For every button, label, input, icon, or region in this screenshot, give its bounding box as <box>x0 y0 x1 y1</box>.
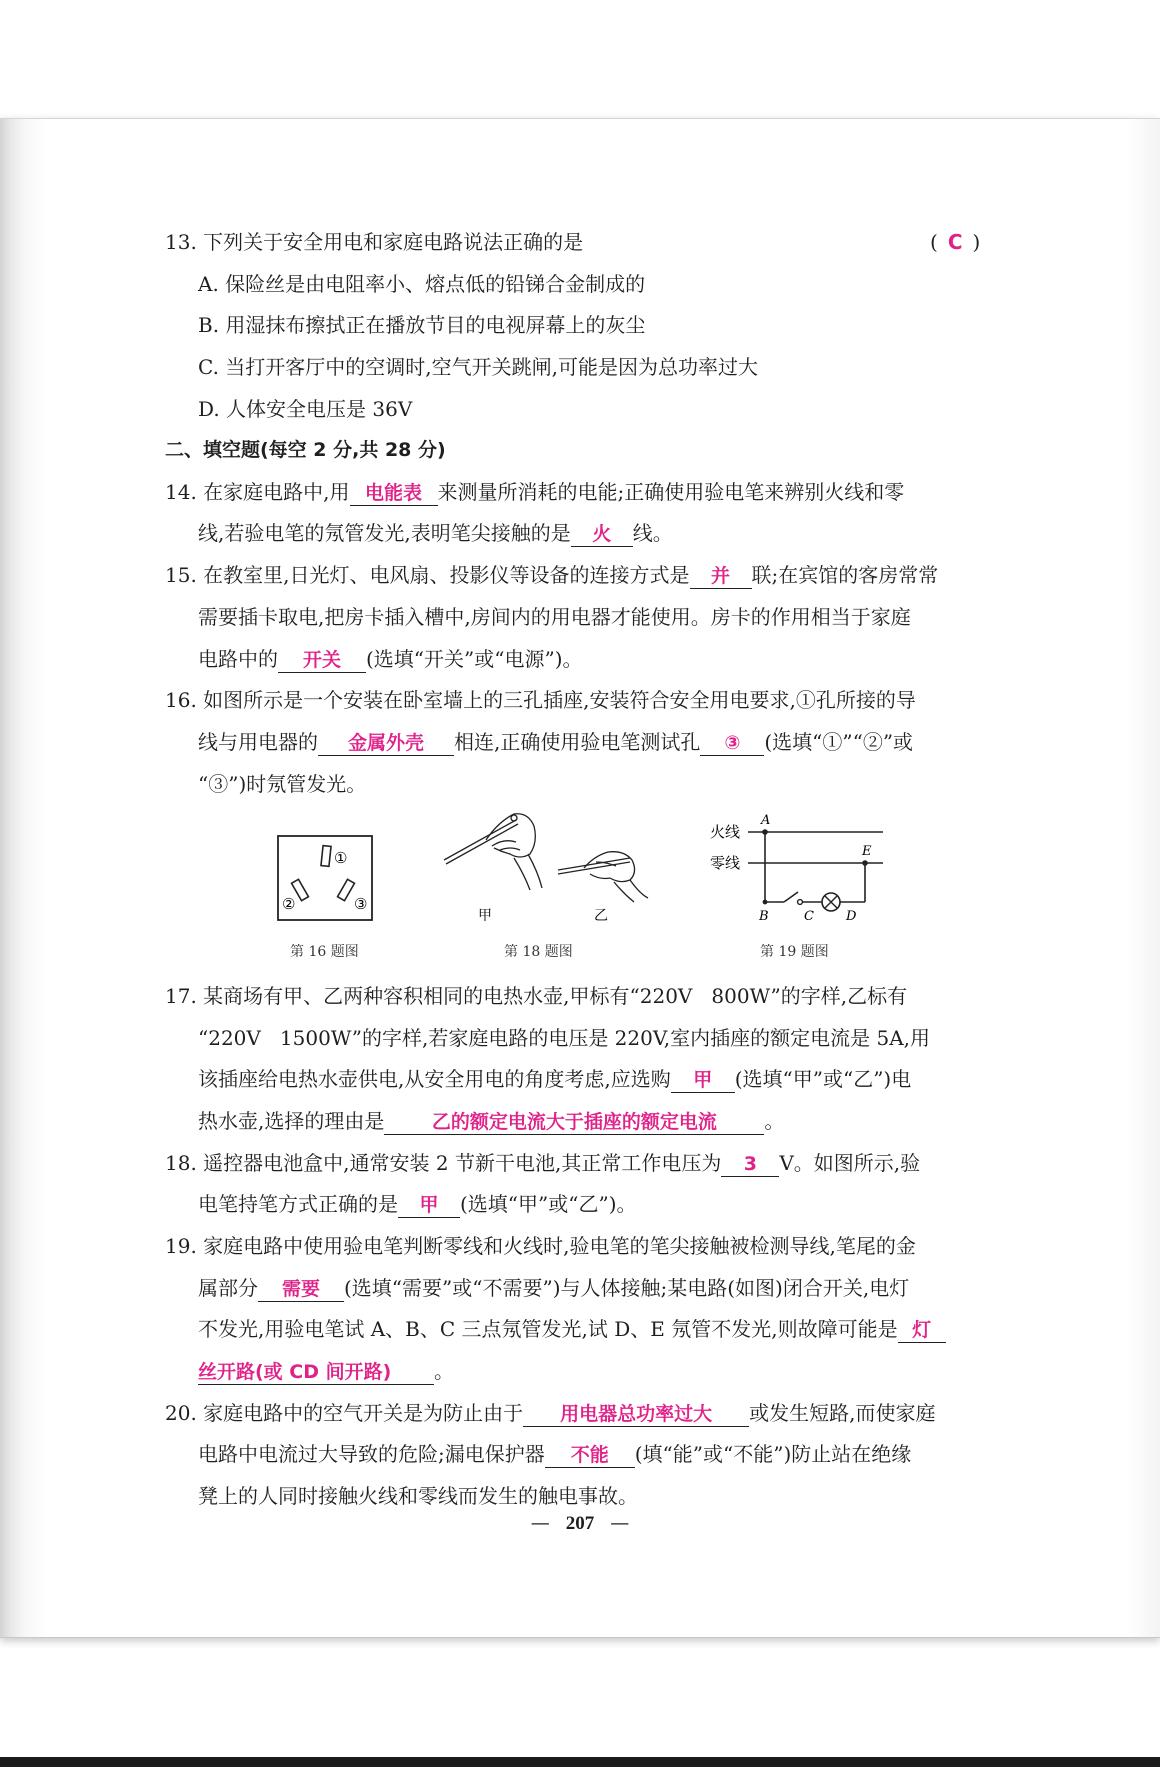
figure-18-label-left: 甲 <box>478 908 492 924</box>
q19-blank-1: 需要 <box>258 1277 344 1302</box>
q13-option-b: B. 用湿抹布擦拭正在播放节目的电视屏幕上的灰尘 <box>198 313 646 337</box>
q15-blank-2: 开关 <box>278 648 366 673</box>
q19-blank-2-part1: 灯 <box>898 1318 946 1343</box>
q18-text-2: V。如图所示,验 <box>779 1151 921 1175</box>
q16-text-3: (选填“①”“②”或 <box>764 730 914 754</box>
q15-text-4: (选填“开关”或“电源”)。 <box>366 647 583 671</box>
q19-line1: 19. 家庭电路中使用验电笔判断零线和火线时,验电笔的笔尖接触被检测导线,笔尾的金 <box>165 1234 916 1258</box>
q20-line3: 凳上的人同时接触火线和零线而发生的触电事故。 <box>198 1484 638 1508</box>
q13-answer: C <box>947 230 963 254</box>
q15-line2: 需要插卡取电,把房卡插入槽中,房间内的用电器才能使用。房卡的作用相当于家庭 <box>198 605 911 629</box>
q19-text-4: 。 <box>434 1359 454 1383</box>
q19-text-2: (选填“需要”或“不需要”)与人体接触;某电路(如图)闭合开关,电灯 <box>344 1276 910 1300</box>
q17-text-2: (选填“甲”或“乙”)电 <box>734 1067 912 1091</box>
socket-hole-2-label: ② <box>282 895 296 913</box>
q18-text-1: 18. 遥控器电池盒中,通常安装 2 节新干电池,其正常工作电压为 <box>165 1151 722 1175</box>
q13-option-c: C. 当打开客厅中的空调时,空气开关跳闸,可能是因为总功率过大 <box>198 355 759 379</box>
q19-blank-2-part2: 丝开路(或 CD 间开路) <box>198 1360 434 1385</box>
q14-text-4: 线。 <box>632 521 673 545</box>
q14-blank-1: 电能表 <box>350 481 438 506</box>
q13-paren-close: ) <box>972 230 981 254</box>
q16-line3: “③”)时氖管发光。 <box>198 772 367 796</box>
figure-18-label-right: 乙 <box>594 908 608 924</box>
q13-stem-text: 13. 下列关于安全用电和家庭电路说法正确的是 <box>165 230 584 254</box>
bottom-bar <box>0 1757 1160 1767</box>
hand-holding-pen-right <box>558 852 648 902</box>
figure-16-caption: 第 16 题图 <box>290 944 359 960</box>
q15-text-3: 电路中的 <box>198 647 278 671</box>
point-b-label: B <box>759 909 769 924</box>
q16-text-2: 相连,正确使用验电笔测试孔 <box>454 730 701 754</box>
q13-option-a: A. 保险丝是由电阻率小、熔点低的铅锑合金制成的 <box>198 272 646 296</box>
point-e-label: E <box>862 844 872 859</box>
q18-text-3: 电笔持笔方式正确的是 <box>198 1192 398 1216</box>
q14-text-3: 线,若验电笔的氖管发光,表明笔尖接触的是 <box>198 521 571 545</box>
figure-19-circuit <box>700 808 890 932</box>
q16-text-1: 线与用电器的 <box>198 730 318 754</box>
q20-text-1: 20. 家庭电路中的空气开关是为防止由于 <box>165 1401 524 1425</box>
q17-line1: 17. 某商场有甲、乙两种容积相同的电热水壶,甲标有“220V 800W”的字样,乙标有 <box>165 984 908 1008</box>
figure-19-caption: 第 19 题图 <box>760 944 829 960</box>
q17-text-4: 。 <box>764 1109 785 1133</box>
q16-blank-2: ③ <box>700 731 764 756</box>
q19-text-3: 不发光,用验电笔试 A、B、C 三点氖管发光,试 D、E 氖管不发光,则故障可能是 <box>198 1317 898 1341</box>
figure-16-socket <box>276 834 376 924</box>
point-d-label: D <box>846 909 857 924</box>
page-number-prefix: — <box>530 1512 550 1534</box>
q16-line1: 16. 如图所示是一个安装在卧室墙上的三孔插座,安装符合安全用电要求,①孔所接的导 <box>165 688 916 712</box>
point-c-label: C <box>804 909 814 924</box>
figure-18-caption: 第 18 题图 <box>504 944 573 960</box>
q20-text-2: 或发生短路,而使家庭 <box>749 1401 936 1425</box>
q19-text-1: 属部分 <box>198 1276 258 1300</box>
q17-blank-2: 乙的额定电流大于插座的额定电流 <box>384 1110 764 1135</box>
q15-text-1: 15. 在教室里,日光灯、电风扇、投影仪等设备的连接方式是 <box>165 563 690 587</box>
q20-blank-2: 不能 <box>545 1443 635 1468</box>
socket-hole-3-label: ③ <box>354 895 368 913</box>
q18-text-4: (选填“甲”或“乙”)。 <box>460 1192 637 1216</box>
socket-hole-1-label: ① <box>334 849 348 867</box>
q15-blank-1: 并 <box>690 564 752 589</box>
q13-paren-open: ( <box>930 230 938 254</box>
q14-blank-2: 火 <box>571 522 633 547</box>
point-a-label: A <box>761 813 771 828</box>
q15-text-2: 联;在宾馆的客房常常 <box>751 563 939 587</box>
q13-option-d: D. 人体安全电压是 36V <box>198 397 413 421</box>
q20-blank-1: 用电器总功率过大 <box>523 1402 749 1427</box>
hand-holding-pen-left <box>444 814 542 890</box>
q13-answer-paren <box>930 228 980 256</box>
q14-text-1: 14. 在家庭电路中,用 <box>165 480 350 504</box>
section-heading: 二、填空题(每空 2 分,共 28 分) <box>165 439 446 461</box>
page-number-value: 207 <box>565 1513 595 1534</box>
figure-18-test-pen <box>434 802 654 930</box>
q16-blank-1: 金属外壳 <box>318 731 454 756</box>
page-number <box>0 1512 1160 1535</box>
q14-text-2: 来测量所消耗的电能;正确使用验电笔来辨别火线和零 <box>437 480 905 504</box>
q17-line2: “220V 1500W”的字样,若家庭电路的电压是 220V,室内插座的额定电流是 5A,用 <box>198 1026 931 1050</box>
q17-text-3: 热水壶,选择的理由是 <box>198 1109 385 1133</box>
q20-text-4: (填“能”或“不能”)防止站在绝缘 <box>634 1442 912 1466</box>
neutral-wire-label: 零线 <box>710 854 741 872</box>
q20-text-3: 电路中电流过大导致的危险;漏电保护器 <box>198 1442 545 1466</box>
q17-text-1: 该插座给电热水壶供电,从安全用电的角度考虑,应选购 <box>198 1067 671 1091</box>
q17-blank-1: 甲 <box>671 1068 735 1093</box>
live-wire-label: 火线 <box>710 823 741 841</box>
q18-blank-2: 甲 <box>398 1193 460 1218</box>
page-number-suffix: — <box>610 1512 630 1534</box>
q18-blank-1: 3 <box>721 1152 779 1177</box>
